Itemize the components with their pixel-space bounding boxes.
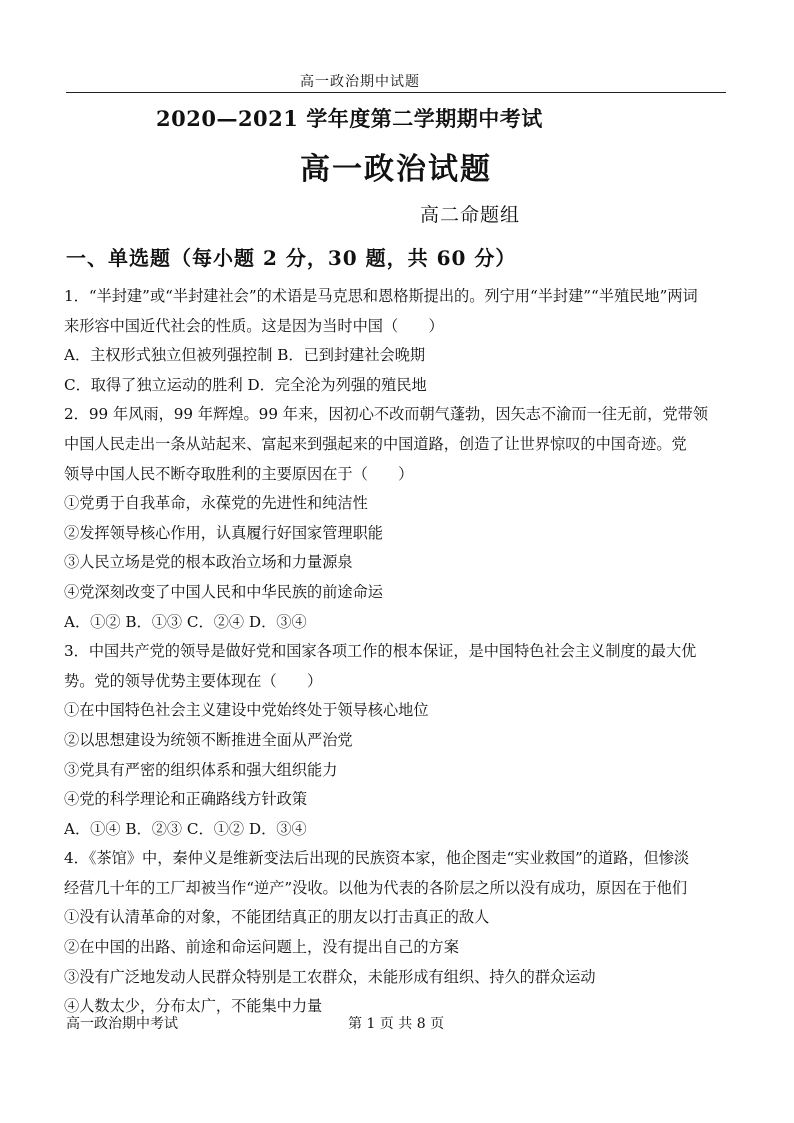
question-line: ④党深刻改变了中国人民和中华民族的前途命运 xyxy=(64,582,383,601)
question-line: 经营几十年的工厂却被当作“逆产”没收。以他为代表的各阶层之所以没有成功，原因在于他们 xyxy=(64,878,688,897)
question-line: A．主权形式独立但被列强控制 B．已到封建社会晚期 xyxy=(64,346,426,365)
question-body xyxy=(64,282,734,1022)
question-line: 势。党的领导优势主要体现在（ ） xyxy=(64,671,323,690)
header-rule xyxy=(66,92,726,93)
author-group: 高二命题组 xyxy=(420,204,521,226)
question-line: ③人民立场是党的根本政治立场和力量源泉 xyxy=(64,553,353,572)
running-header: 高一政治期中试题 xyxy=(300,74,420,90)
question-line: A．①④ B．②③ C．①② D．③④ xyxy=(64,819,307,838)
exam-year-title: 2020—2021 学年度第二学期期中考试 xyxy=(156,106,543,131)
question-line: 1．“半封建”或“半封建社会”的术语是马克思和恩格斯提出的。列宁用“半封建”“半殖民地”两词 xyxy=(64,287,698,305)
question-line: ①在中国特色社会主义建设中党始终处于领导核心地位 xyxy=(64,701,429,720)
question-line: ④人数太少，分布太广，不能集中力量 xyxy=(64,997,323,1016)
footer-exam-name: 高一政治期中考试 xyxy=(66,1016,178,1032)
question-line: ③党具有严密的组织体系和强大组织能力 xyxy=(64,760,338,779)
question-line: ②发挥领导核心作用，认真履行好国家管理职能 xyxy=(64,523,383,542)
question-line: ②在中国的出路、前途和命运问题上，没有提出自己的方案 xyxy=(64,938,459,957)
footer-page-number: 第 1 页 共 8 页 xyxy=(348,1016,445,1032)
question-line: ②以思想建设为统领不断推进全面从严治党 xyxy=(64,730,353,749)
question-line: 4．《茶馆》中，秦仲义是维新变法后出现的民族资本家，他企图走“实业救国”的道路，但惨淡 xyxy=(64,849,690,868)
question-line: ③没有广泛地发动人民群众特别是工农群众，未能形成有组织、持久的群众运动 xyxy=(64,967,596,986)
question-line: C．取得了独立运动的胜利 D．完全沦为列强的殖民地 xyxy=(64,375,427,394)
question-line: 2．99 年风雨，99 年辉煌。99 年来，因初心不改而朝气蓬勃，因矢志不渝而一往无前，党带领 xyxy=(64,405,709,424)
section-heading: 一、单选题（每小题 2 分，30 题，共 60 分） xyxy=(66,246,517,270)
exam-main-title: 高一政治试题 xyxy=(300,152,492,187)
question-line: 来形容中国近代社会的性质。这是因为当时中国（ ） xyxy=(64,316,444,335)
question-line: ①没有认清革命的对象，不能团结真正的朋友以打击真正的敌人 xyxy=(64,908,490,927)
question-line: 3．中国共产党的领导是做好党和国家各项工作的根本保证，是中国特色社会主义制度的最大优 xyxy=(64,642,697,661)
question-line: 领导中国人民不断夺取胜利的主要原因在于（ ） xyxy=(64,464,414,483)
question-line: ④党的科学理论和正确路线方针政策 xyxy=(64,790,307,809)
question-line: A．①② B．①③ C．②④ D．③④ xyxy=(64,612,307,631)
question-line: ①党勇于自我革命，永葆党的先进性和纯洁性 xyxy=(64,494,368,513)
question-line: 中国人民走出一条从站起来、富起来到强起来的中国道路，创造了让世界惊叹的中国奇迹。党 xyxy=(64,434,687,453)
